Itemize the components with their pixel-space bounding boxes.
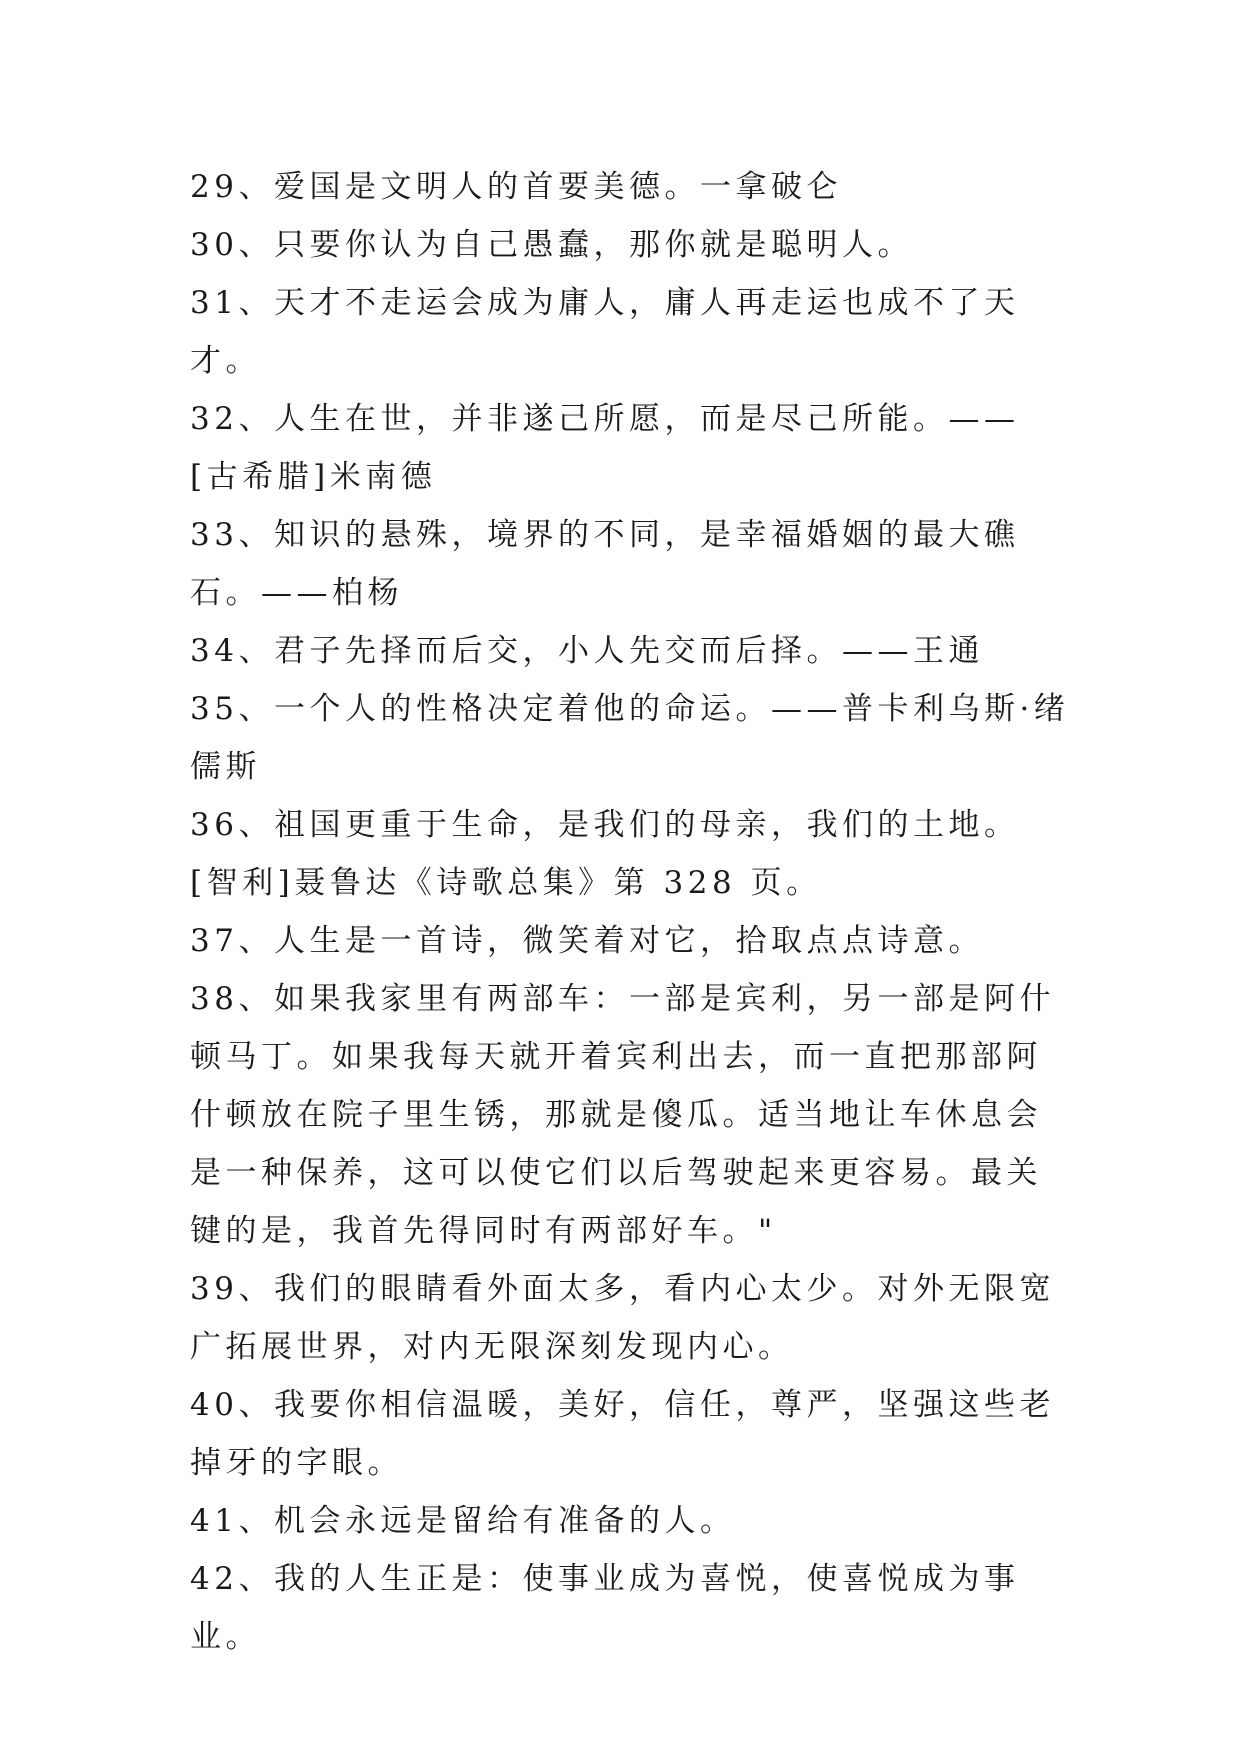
quote-34: 34、君子先择而后交，小人先交而后择。——王通 [190,633,984,669]
quote-37: 37、人生是一首诗，微笑着对它，拾取点点诗意。 [190,923,984,959]
quote-30: 30、只要你认为自己愚蠢，那你就是聪明人。 [190,227,913,263]
quote-35: 35、一个人的性格决定着他的命运。——普卡利乌斯·绪儒斯 [190,691,1070,785]
document-body [190,158,1070,1666]
quote-41: 41、机会永远是留给有准备的人。 [190,1503,736,1539]
quote-36: 36、祖国更重于生命，是我们的母亲，我们的土地。[智利]聂鲁达《诗歌总集》第 328 页。 [190,807,1020,901]
quote-29: 29、爱国是文明人的首要美德。一拿破仑 [190,169,842,205]
quote-42: 42、我的人生正是：使事业成为喜悦，使喜悦成为事业。 [190,1561,1020,1655]
quote-31: 31、天才不走运会成为庸人，庸人再走运也成不了天才。 [190,285,1020,379]
quote-38: 38、如果我家里有两部车：一部是宾利，另一部是阿什顿马丁。如果我每天就开着宾利出去，而一直把那部阿什顿放在院子里生锈，那就是傻瓜。适当地让车休息会是一种保养，这可以使它们以后驾驶起来更容易。最关键的是，我首先得同时有两部好车。" [190,981,1055,1249]
quote-40: 40、我要你相信温暖，美好，信任，尊严，坚强这些老掉牙的字眼。 [190,1387,1055,1481]
quote-39: 39、我们的眼睛看外面太多，看内心太少。对外无限宽广拓展世界，对内无限深刻发现内心。 [190,1271,1055,1365]
quote-33: 33、知识的悬殊，境界的不同，是幸福婚姻的最大礁石。——柏杨 [190,517,1020,611]
quote-32: 32、人生在世，并非遂己所愿，而是尽己所能。——[古希腊]米南德 [190,401,1020,495]
